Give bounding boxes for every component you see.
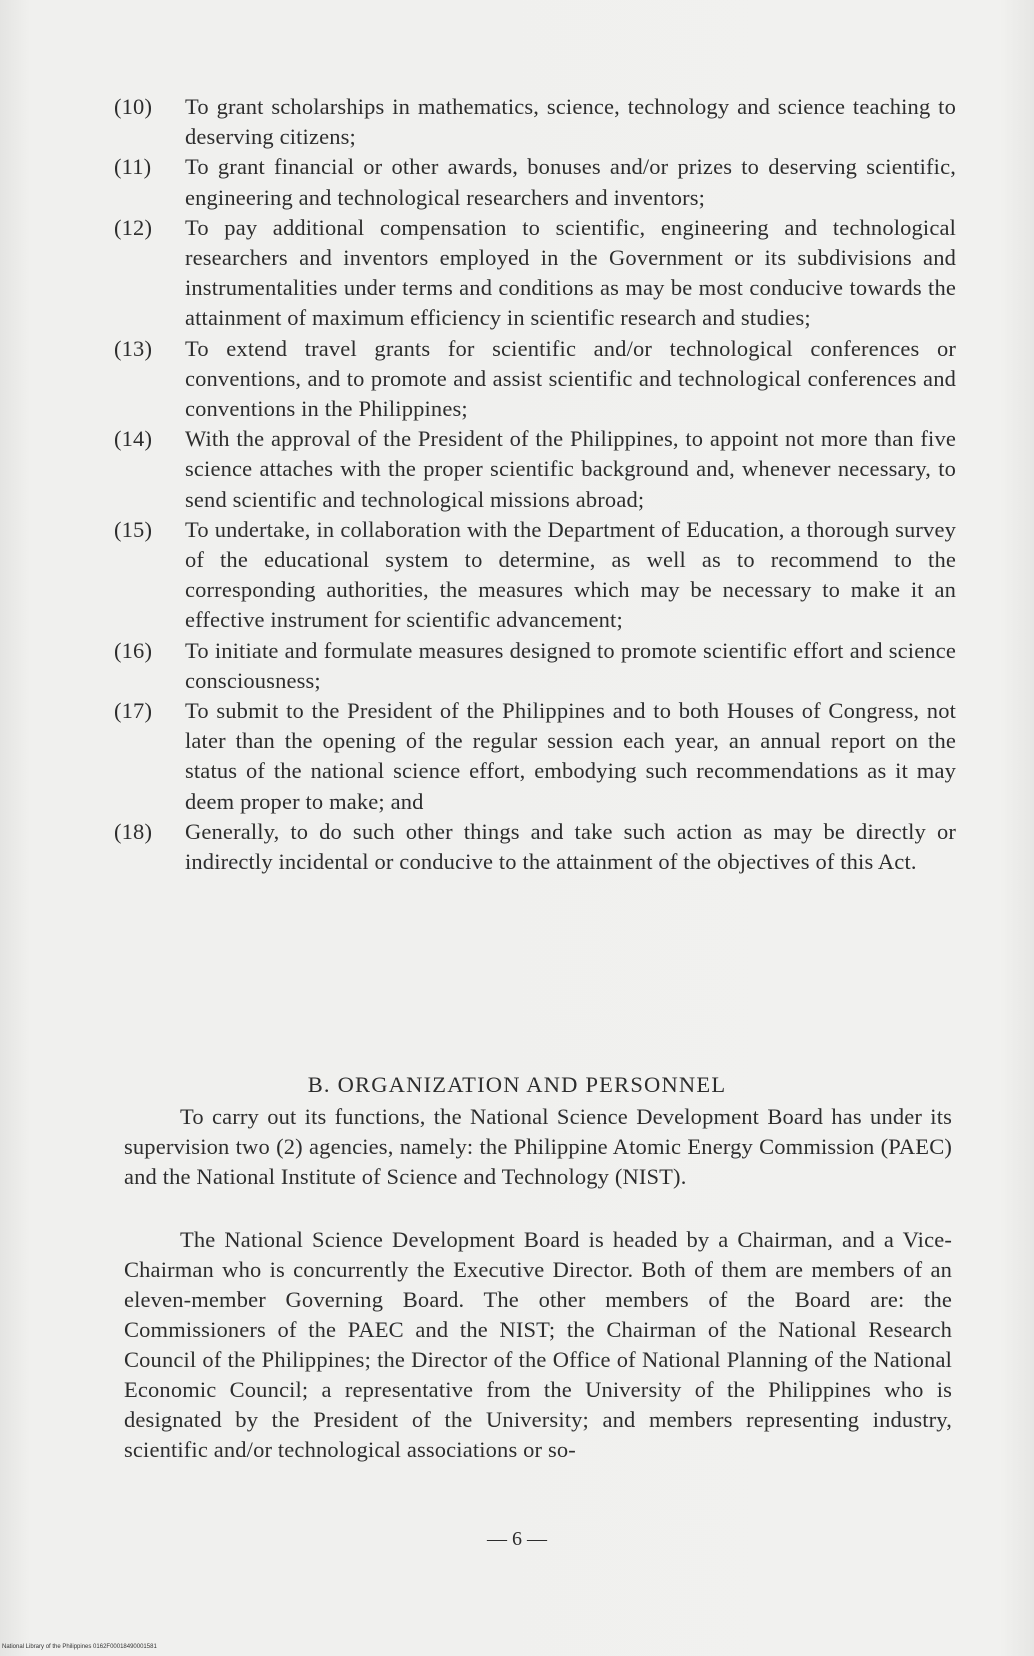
item-text: To grant financial or other awards, bonuses and/or prizes to deserving scientific, engineering and technological researchers and inventors; [185,154,956,210]
list-item [114,817,956,877]
enumerated-list [114,92,956,877]
item-text: To extend travel grants for scientific and/or technological conferences or conventions, and to promote and assist scientific and technological conferences and conventions in the Philippines; [185,335,956,422]
list-item [114,515,956,636]
scan-footer-label: National Library of the Philippines 0162F00018490001581 [2,1644,157,1650]
item-number: (11) [114,154,152,180]
item-number: (14) [114,426,153,452]
item-text: With the approval of the President of the Philippines, to appoint not more than five science attaches with the proper scientific background and, whenever necessary, to send scientific and technological missions abroad; [185,426,956,512]
item-text: Generally, to do such other things and take such action as may be directly or indirectly incidental or conducive to the attainment of the objectives of this Act. [185,818,956,875]
list-item [114,696,956,817]
list-item [114,636,956,696]
item-number: (17) [114,698,153,724]
item-text: To undertake, in collaboration with the Department of Education, a thorough survey of the educational system to determine, as well as to recommend to the corresponding authorities, the measures which may be necessary to make it an effective instrument for scientific advancement; [185,516,956,633]
section-heading: B. ORGANIZATION AND PERSONNEL [307,1072,727,1097]
list-item [114,92,956,152]
item-number: (15) [114,516,153,542]
item-text: To grant scholarships in mathematics, science, technology and science teaching to deserving citizens; [185,94,956,150]
page-number: — 6 — [487,1528,547,1550]
item-number: (16) [114,637,153,663]
item-text: To pay additional compensation to scientific, engineering and technological researchers and inventors employed in the Government or its subdivisions and instrumentalities under terms and conditions as may be most conducive towards the attainment of maximum efficiency in scientific research and studies; [185,214,956,331]
list-item [114,213,956,334]
list-item [114,152,956,212]
body-paragraph: To carry out its functions, the National Science Development Board has under its supervision two (2) agencies, namely: the Philippine Atomic Energy Commission (PAEC) and the National Institute of Science and Technology (NIST). [124,1104,952,1189]
item-number: (12) [114,214,153,240]
item-number: (13) [114,335,153,361]
item-number: (18) [114,818,153,844]
list-item [114,424,956,515]
item-text: To submit to the President of the Philippines and to both Houses of Congress, not later than the opening of the regular session each year, an annual report on the status of the national science effort, embodying such recommendations as it may deem proper to make; and [185,698,956,814]
item-text: To initiate and formulate measures designed to promote scientific effort and science consciousness; [185,637,956,693]
item-number: (10) [114,94,153,119]
body-paragraph: The National Science Development Board is headed by a Chairman, and a Vice-Chairman who is concurrently the Executive Director. Both of them are members of an eleven-member Governing Board. The other members of the Board are: the Commissioners of the PAEC and the NIST; the Chairman of the National Research Council of the Philippines; the Director of the Office of National Planning of the National Economic Council; a representative from the University of the Philippines who is designated by the President of the University; and members representing industry, scientific and/or technological associations or so- [124,1227,952,1462]
list-item [114,334,956,425]
